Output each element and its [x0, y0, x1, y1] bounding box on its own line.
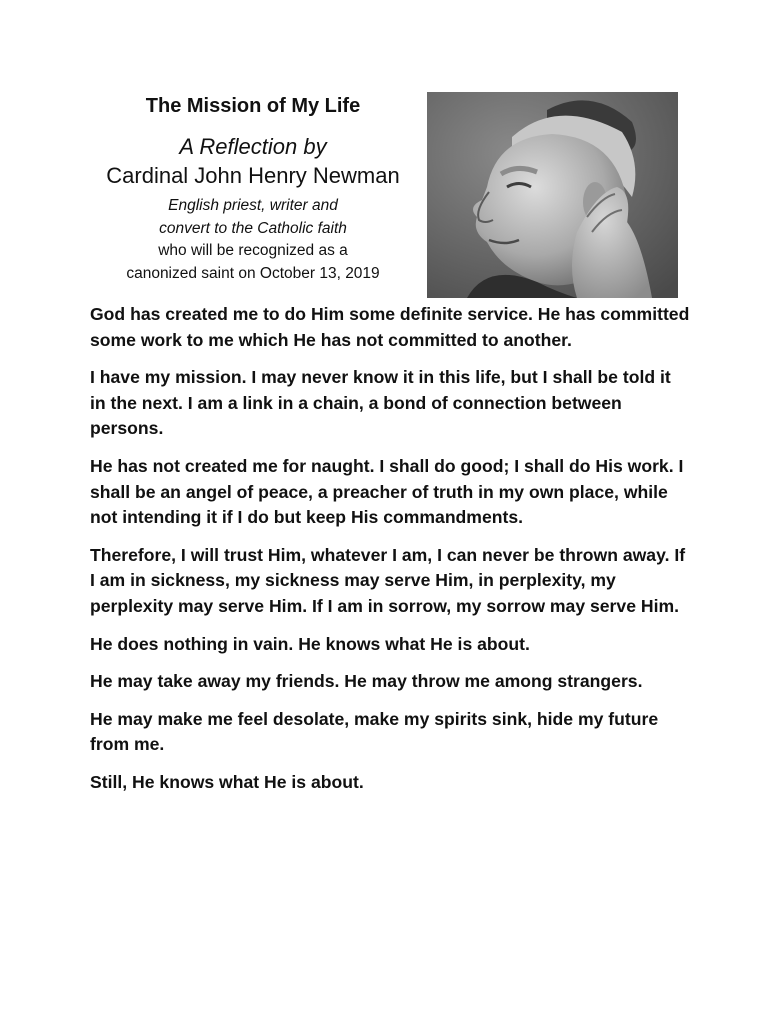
paragraph: God has created me to do Him some definite service. He has committed some work to me which He has not committed to another. — [90, 304, 690, 350]
header-block — [90, 92, 416, 285]
reflection-text — [90, 302, 690, 808]
bio-line: who will be recognized as a — [158, 242, 348, 259]
paragraph: Still, He knows what He is about. — [90, 771, 364, 792]
author-name: Cardinal John Henry Newman — [106, 163, 400, 188]
bio-line: canonized saint on October 13, 2019 — [126, 264, 380, 282]
document-title: The Mission of My Life — [145, 95, 361, 117]
paragraph: He has not created me for naught. I shall do good; I shall do His work. I shall be an angel of peace, a preacher of truth in my own place, while not intending it if I do but keep His commandments. — [90, 455, 684, 528]
paragraph: He does nothing in vain. He knows what He is about. — [90, 633, 530, 654]
paragraph: I have my mission. I may never know it in this life, but I shall be told it in the next. I am a link in a chain, a bond of connection between persons. — [90, 367, 671, 439]
portrait-illustration — [427, 92, 678, 298]
portrait-photo — [427, 92, 678, 298]
author-bio — [90, 195, 416, 285]
bio-line: English priest, writer and — [168, 197, 338, 214]
paragraph: He may make me feel desolate, make my spirits sink, hide my future from me. — [90, 708, 659, 755]
paragraph: He may take away my friends. He may throw me among strangers. — [90, 671, 643, 692]
paragraph: Therefore, I will trust Him, whatever I am, I can never be thrown away. If I am in sickness, my sickness may serve Him, in perplexity, my perplexity may serve Him. If I am in sorrow, my sorrow may serve Him. — [90, 544, 686, 616]
bio-line: convert to the Catholic faith — [159, 219, 347, 237]
subtitle: A Reflection by — [179, 134, 327, 159]
